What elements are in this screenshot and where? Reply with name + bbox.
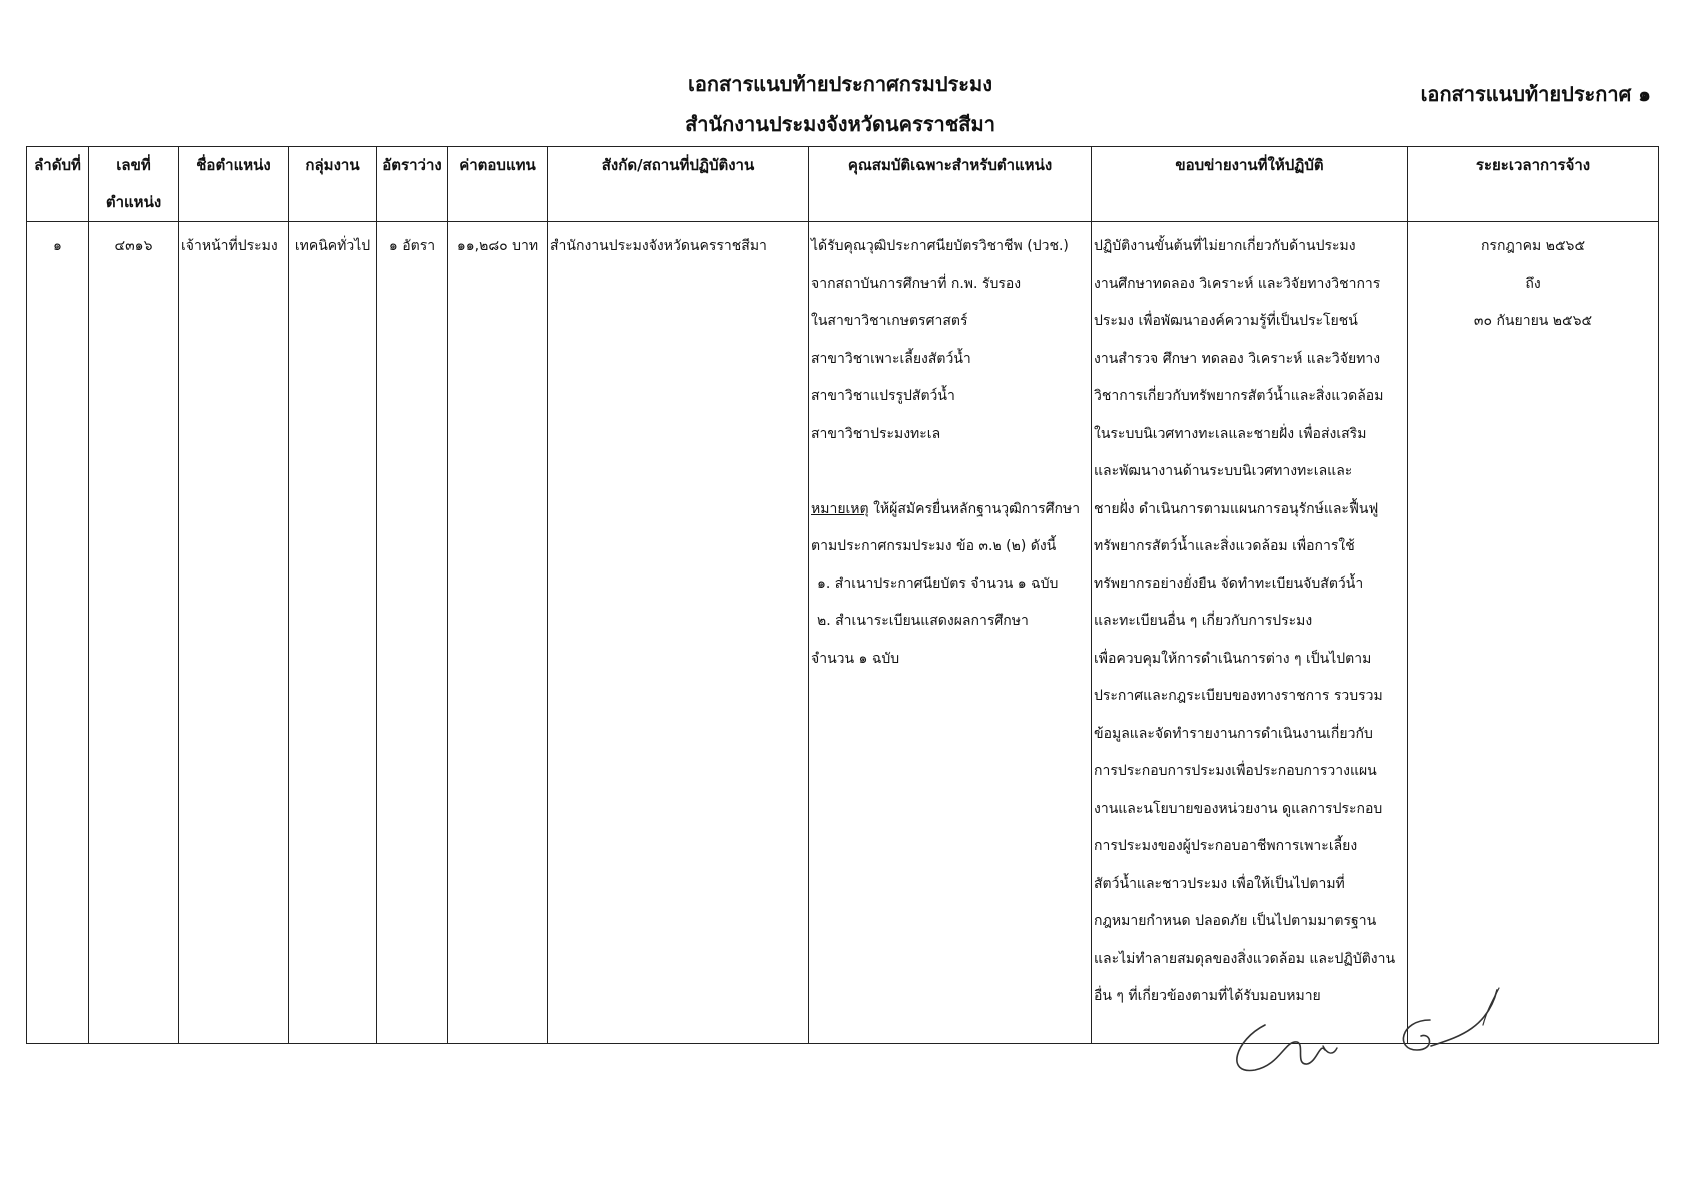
header-vacancy: อัตราว่าง: [377, 147, 448, 222]
document-subtitle: สำนักงานประมงจังหวัดนครราชสีมา: [685, 112, 995, 136]
note-line: ตามประกาศกรมประมง ข้อ ๓.๒ (๒) ดังนี้: [811, 538, 1057, 554]
period-to: ถึง: [1525, 275, 1541, 292]
document-title: เอกสารแนบท้ายประกาศกรมประมง: [688, 72, 992, 96]
cell-order: ๑: [27, 222, 89, 1044]
note-line: ๒. สำเนาระเบียนแสดงผลการศึกษา: [817, 613, 1029, 629]
cell-position-name: เจ้าหน้าที่ประมง: [179, 222, 289, 1044]
note-line: จำนวน ๑ ฉบับ: [811, 650, 900, 667]
period-start: กรกฎาคม ๒๕๖๕: [1480, 238, 1586, 254]
note-line: หมายเหตุ ให้ผู้สมัครยื่นหลักฐานวุฒิการศึกษา: [811, 500, 1081, 517]
header-period: ระยะเวลาการจ้าง: [1408, 147, 1659, 222]
cell-work-group: เทคนิคทั่วไป: [289, 222, 377, 1044]
header-position-name: ชื่อตำแหน่ง: [179, 147, 289, 222]
header-compensation: ค่าตอบแทน: [448, 147, 548, 222]
qualification-line: ได้รับคุณวุฒิประกาศนียบัตรวิชาชีพ (ปวช.): [811, 238, 1069, 254]
qualification-line: จากสถาบันการศึกษาที่ ก.พ. รับรอง: [811, 275, 1022, 292]
cell-compensation: ๑๑,๒๘๐ บาท: [448, 222, 548, 1044]
cell-period: [1408, 222, 1659, 1044]
position-table: [26, 146, 1659, 1044]
cell-scope: ปฏิบัติงานขั้นต้นที่ไม่ยากเกี่ยวกับด้านประมง งานศึกษาทดลอง วิเคราะห์ และวิจัยทางวิชาการ ประมง เพื่อพัฒนาองค์ความรู้ที่เป็นประโยชน์ งานสำรวจ ศึกษา ทดลอง วิเคราะห์ และวิจัยทาง วิชาการเกี่ยวกับทรัพยากรสัตว์น้ำและสิ่งแวดล้อม ในระบบนิเวศทางทะเลและชายฝั่ง เพื่อส่งเสริม และพัฒนางานด้านระบบนิเวศทางทะเลและ ชายฝั่ง ดำเนินการตามแผนการอนุรักษ์และฟื้นฟู ทรัพยากรสัตว์น้ำและสิ่งแวดล้อม เพื่อการใช้ ทรัพยากรอย่างยั่งยืน จัดทำทะเบียนจับสัตว์น้ำ และทะเบียนอื่น ๆ เกี่ยวกับการประมง เพื่อควบคุมให้การดำเนินการต่าง ๆ เป็นไปตาม ประกาศและกฎระเบียบของทางราชการ รวบรวม ข้อมูลและจัดทำรายงานการดำเนินงานเกี่ยวกับ การประกอบการประมงเพื่อประกอบการวางแผน งานและนโยบายของหน่วยงาน ดูแลการประกอบ การประมงของผู้ประกอบอาชีพการเพาะเลี้ยง สัตว์น้ำและชาวประมง เพื่อให้เป็นไปตามที่ กฎหมายกำหนด ปลอดภัย เป็นไปตามมาตรฐาน และไม่ทำลายสมดุลของสิ่งแวดล้อม และปฏิบัติงาน อื่น ๆ ที่เกี่ยวข้องตามที่ได้รับมอบหมาย: [1092, 222, 1408, 1044]
qualification-line: ในสาขาวิชาเกษตรศาสตร์: [811, 313, 968, 329]
cell-qualifications: [809, 222, 1092, 1044]
header-position-no-line1: เลขที่: [116, 156, 151, 174]
signature: [1225, 980, 1545, 1090]
header-work-group: กลุ่มงาน: [289, 147, 377, 222]
header-office: สังกัด/สถานที่ปฏิบัติงาน: [548, 147, 809, 222]
qualification-line: สาขาวิชาแปรรูปสัตว์น้ำ: [811, 388, 955, 404]
header-order: ลำดับที่: [27, 147, 89, 222]
note-label: หมายเหตุ: [811, 500, 869, 517]
qualification-line: สาขาวิชาเพาะเลี้ยงสัตว์น้ำ: [811, 350, 971, 367]
header-qualifications: คุณสมบัติเฉพาะสำหรับตำแหน่ง: [809, 147, 1092, 222]
header-position-no: [89, 147, 179, 222]
annex-label: เอกสารแนบท้ายประกาศ ๑: [1420, 82, 1651, 106]
cell-position-no: ๔๓๑๖: [89, 222, 179, 1044]
qualification-line: สาขาวิชาประมงทะเล: [811, 425, 941, 442]
cell-office: สำนักงานประมงจังหวัดนครราชสีมา: [548, 222, 809, 1044]
cell-vacancy: ๑ อัตรา: [377, 222, 448, 1044]
table-header-row: [27, 147, 1659, 222]
table-row: [27, 222, 1659, 1044]
header-position-no-line2: ตำแหน่ง: [105, 193, 162, 211]
note-line: ๑. สำเนาประกาศนียบัตร จำนวน ๑ ฉบับ: [817, 575, 1059, 592]
header-scope: ขอบข่ายงานที่ให้ปฏิบัติ: [1092, 147, 1408, 222]
period-end: ๓๐ กันยายน ๒๕๖๕: [1473, 313, 1593, 329]
